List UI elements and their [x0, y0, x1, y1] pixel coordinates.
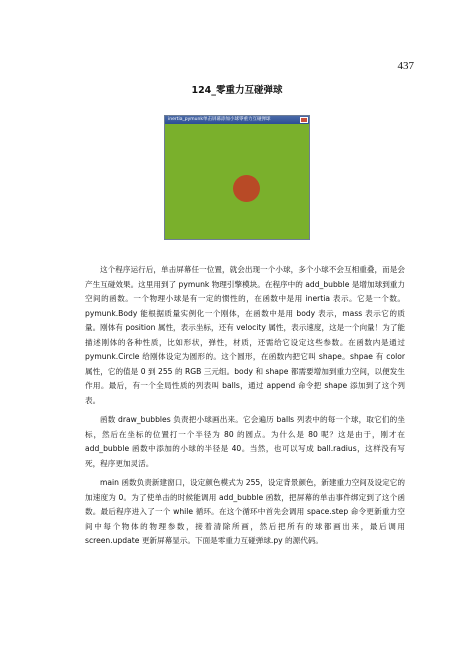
- close-icon: [300, 117, 308, 123]
- section-title: 124_零重力互碰弹球: [191, 85, 283, 96]
- figure-window-title: inertia_pymunk单击屏幕添加小球零重力互碰弹球: [168, 117, 271, 122]
- paragraph-1: 这个程序运行后，单击屏幕任一位置，就会出现一个小球，多个小球不会互相重叠，而是会产生互碰效果。这里用到了 pymunk 物理引擎模块。在程序中的 add_bubble 是增加球到重力空间的函数。一个物理小球是有一定的惯性的，在函数中是用 inertia 表示。它是一个数。pymunk.Body 能根据质量实例化一个刚体，在函数中是用 body 表示，mass 表示它的质量。刚体有 position 属性，表示坐标，还有 velocity 属性，表示速度，这是一个向量！为了能描述刚体的各种性质，比如形状，弹性，材质，还需给它设定这些参数。在函数内是通过 pymunk.Circle 给刚体设定为圆形的。这个圆形，在函数内把它叫 shape。shpae 有 color 属性，它的值是 0 到 255 的 RGB 三元组。body 和 shape 都需要增加到重力空间，以便发生作用。最后，有一个全局性质的列表叫 balls，通过 append 命令把 shape 添加到了这个列表。: [85, 265, 406, 405]
- paragraph-2: 函数 draw_bubbles 负责把小球画出来。它会遍历 balls 列表中的每一个球，取它们的坐标，然后在坐标的位置打一个半径为 80 的圆点。为什么是 80 呢？这是由于，刚才在 add_bubble 函数中添加的小球的半径是 40。当然，也可以写成 ball.radius，这样没有写死，程序更加灵活。: [85, 415, 405, 468]
- screenshot-figure: [164, 115, 310, 240]
- figure-window-titlebar: [165, 116, 309, 124]
- paragraph-3: main 函数负责新建窗口，设定颜色模式为 255，设定背景颜色，新建重力空间及设定它的加速度为 0。为了使单击的时候能调用 add_bubble 函数，把屏幕的单击事件绑定到了这个函数。最后程序进入了一个 while 循环。在这个循环中首先会调用 space.step 命令更新重力空间中每个物体的物理参数，接着清除所画，然后把所有的球都画出来，最后调用 screen.update 更新屏幕显示。下面是零重力互碰弹球.py 的源代码。: [85, 478, 405, 545]
- ball-circle: [233, 175, 260, 202]
- page-number: 437: [397, 60, 414, 72]
- body-text: [85, 263, 405, 554]
